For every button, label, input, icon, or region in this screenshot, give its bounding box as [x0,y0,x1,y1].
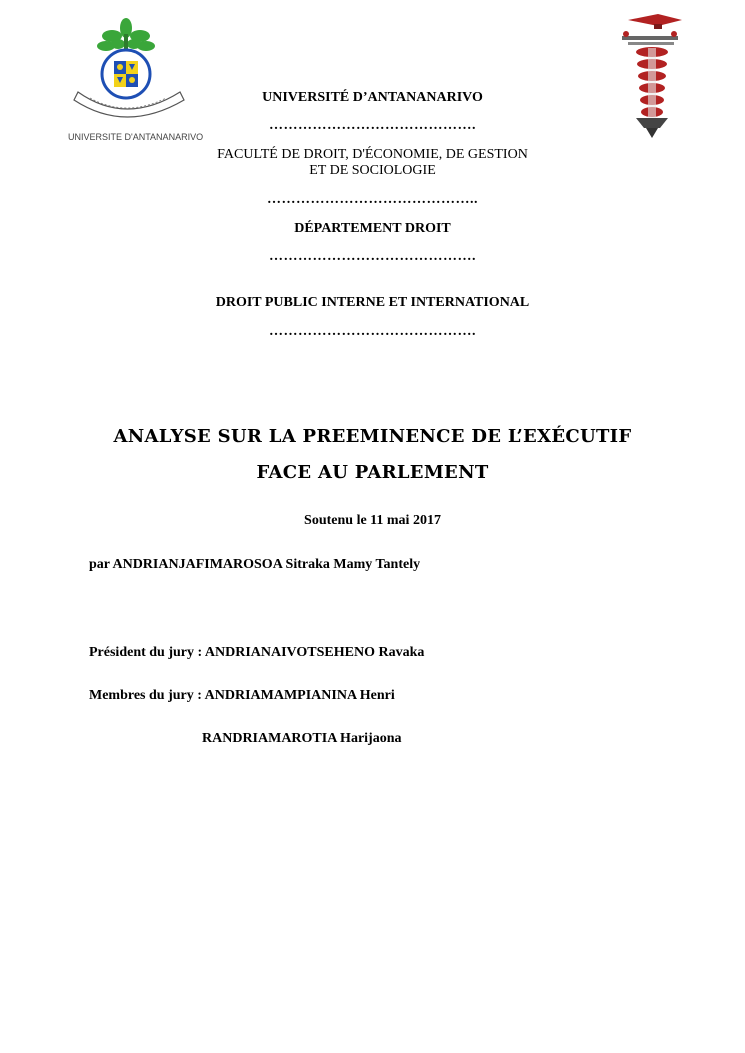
jury-member: RANDRIAMAROTIA Harijaona [202,731,402,746]
logo-caption: UNIVERSITE D'ANTANANARIVO [68,132,204,142]
separator: ……………………………………. [269,249,476,264]
separator: ……………………………………. [269,118,476,133]
thesis-title-line2: FACE AU PARLEMENT [256,462,489,483]
defense-date: Soutenu le 11 mai 2017 [304,513,441,528]
separator: …………………………………….. [267,192,478,207]
jury-members: Membres du jury : ANDRIAMAMPIANINA Henri [89,688,395,703]
faculty-name-line1: FACULTÉ DE DROIT, D'ÉCONOMIE, DE GESTION [217,147,528,162]
thesis-title-line1: ANALYSE SUR LA PREEMINENCE DE L’EXÉCUTIF [113,426,632,447]
separator: ……………………………………. [269,324,476,339]
author-line: par ANDRIANJAFIMAROSOA Sitraka Mamy Tantely [89,557,421,572]
university-emblem-icon [68,14,193,126]
university-name: UNIVERSITÉ D’ANTANANARIVO [262,90,483,105]
jury-president: Président du jury : ANDRIANAIVOTSEHENO Ravaka [89,645,425,660]
specialty-name: DROIT PUBLIC INTERNE ET INTERNATIONAL [215,295,530,310]
department-name: DÉPARTEMENT DROIT [294,221,451,236]
faculty-name-line2: ET DE SOCIOLOGIE [309,163,436,178]
